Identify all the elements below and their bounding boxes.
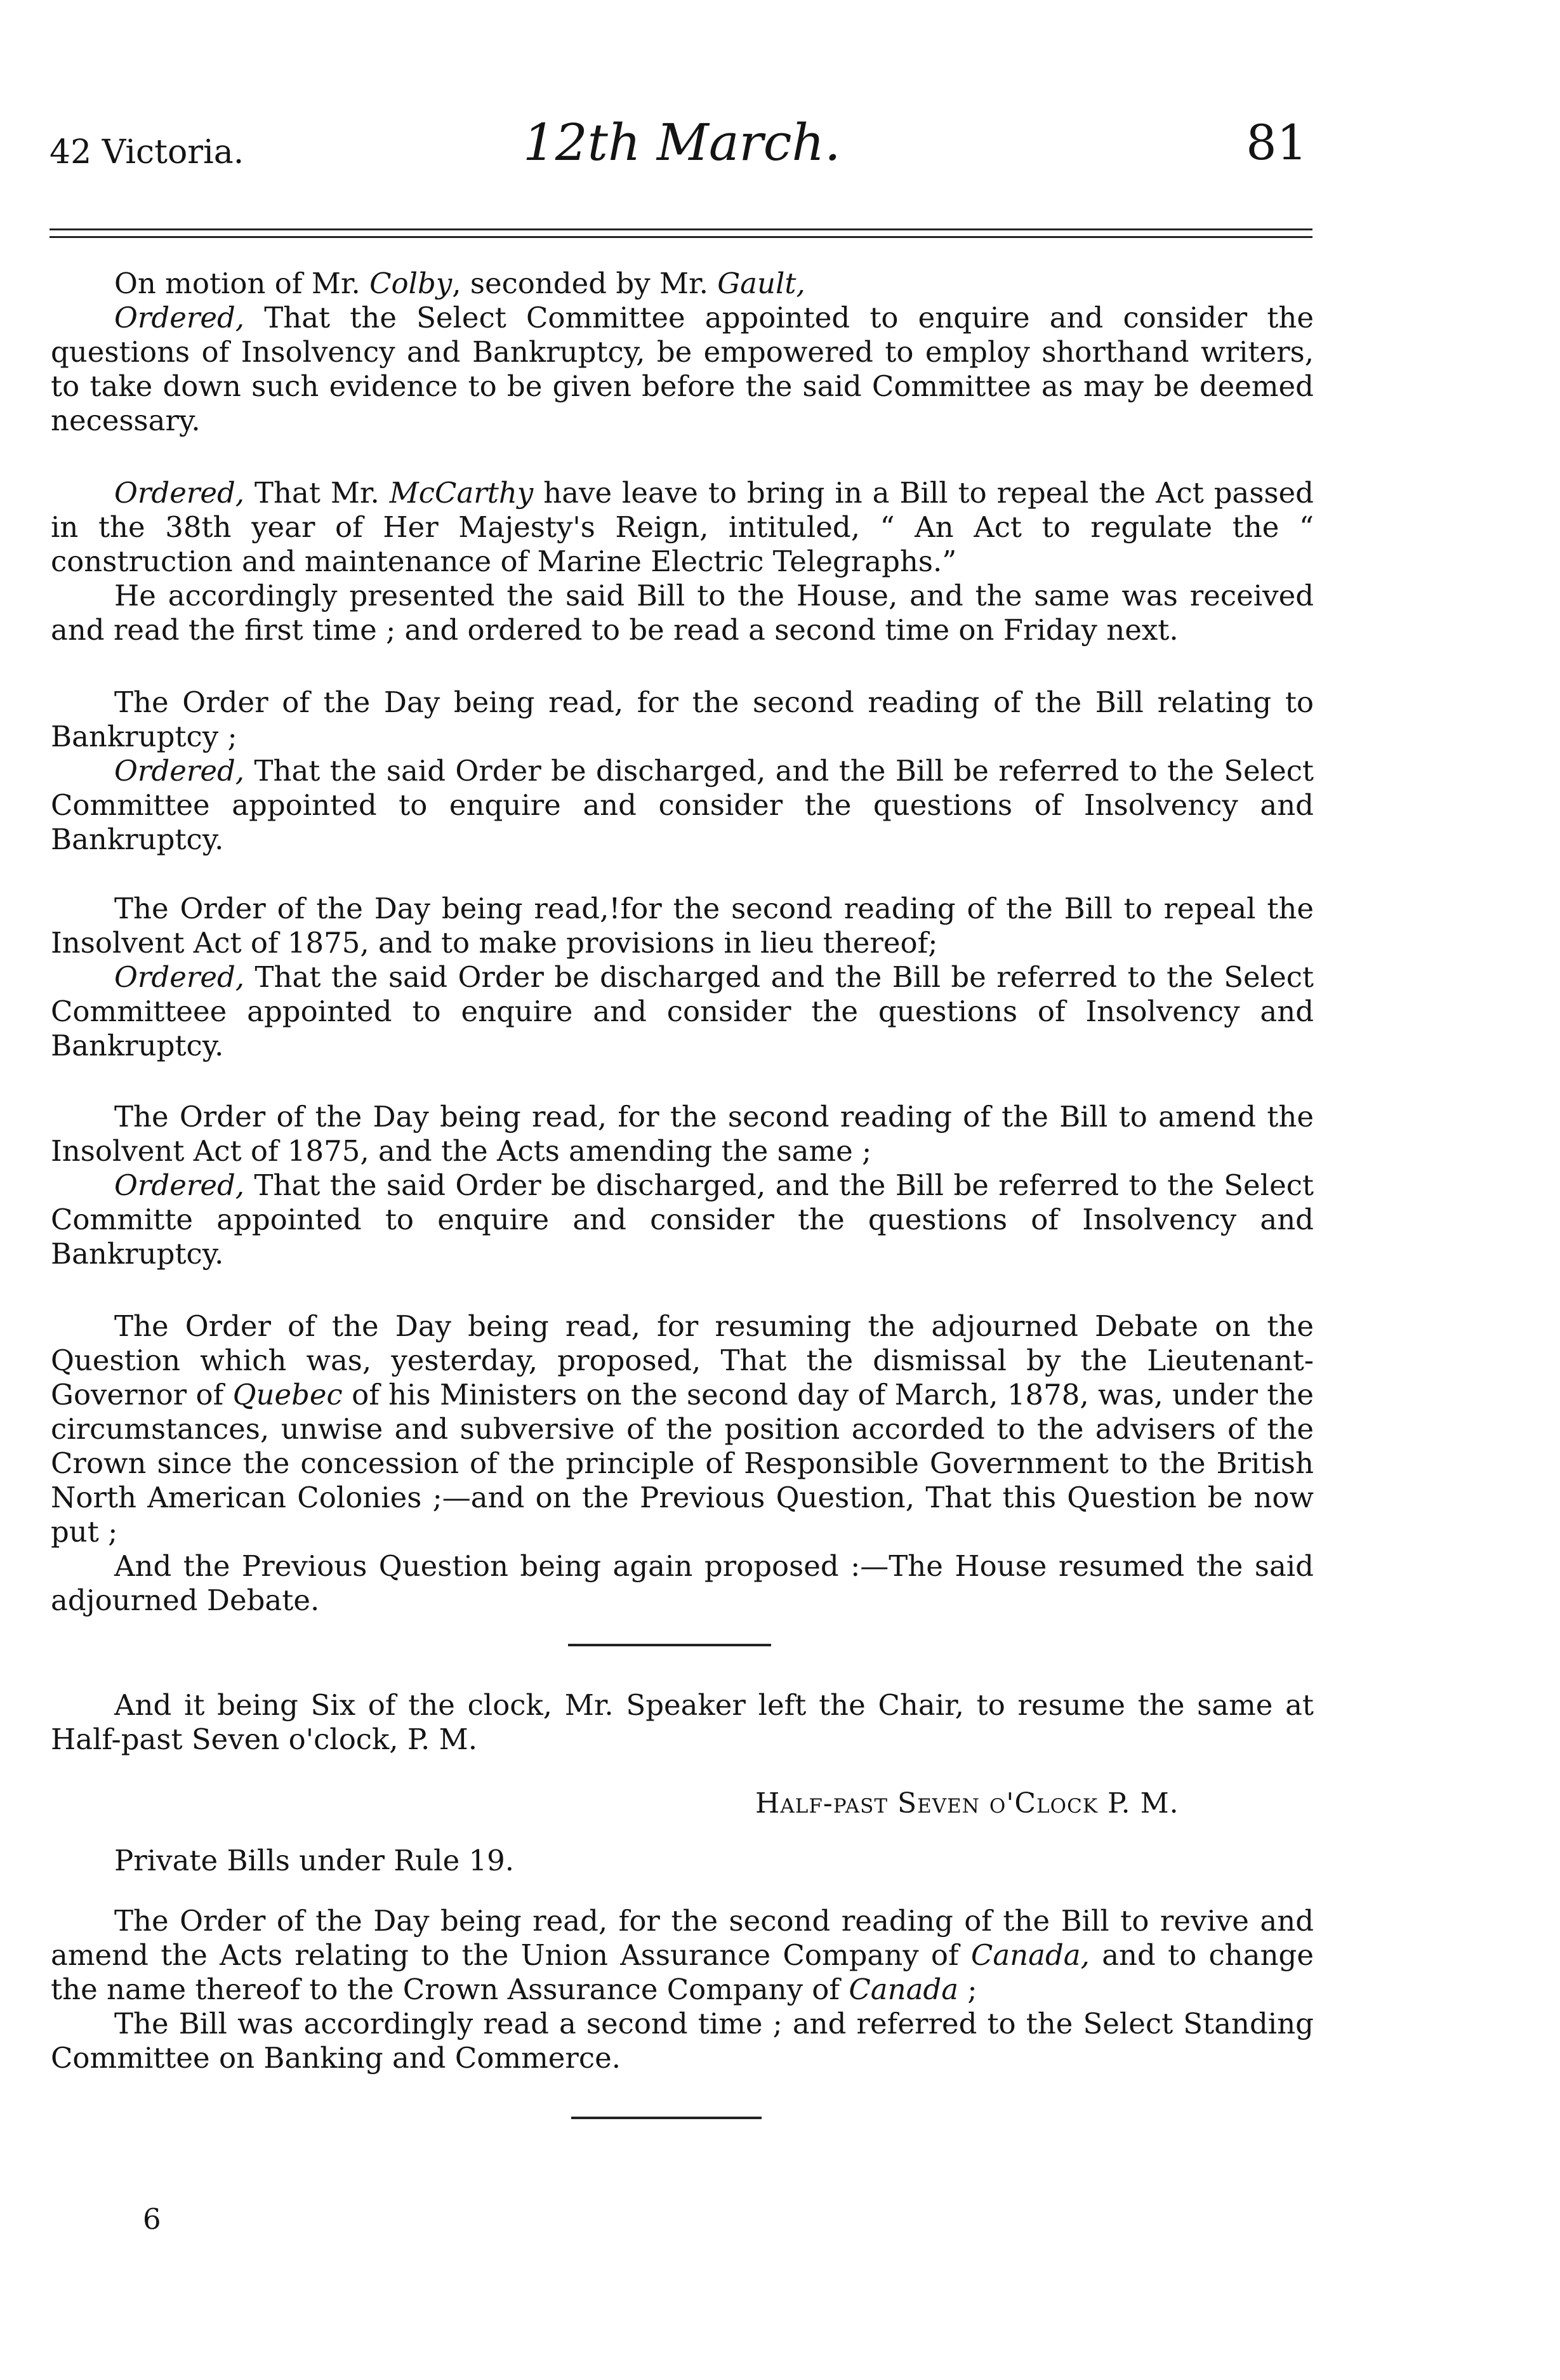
six-oclock-paragraph	[51, 1688, 1314, 1757]
insolvent-act-repeal-paragraph	[51, 892, 1314, 1063]
time-heading: Half-past Seven o'Clock P. M.	[755, 1787, 1179, 1820]
motion-line	[51, 267, 1314, 301]
union-assurance-paragraph	[51, 1904, 1314, 2075]
session-label: 42 Victoria.	[50, 133, 244, 171]
order-of-day: The Order of the Day being read, for the second reading of the Bill relating to Bankruptcy ;	[51, 685, 1314, 753]
member-colby: Colby	[369, 267, 453, 300]
country-canada: Canada,	[970, 1938, 1090, 1972]
order-of-day	[51, 1904, 1314, 2007]
province-quebec: Quebec	[232, 1378, 343, 1411]
order-text: That the said Order be discharged, and the Bill be referred to the Select Committe appointed to enquire and consider the questions of Insolvency and Bankruptcy.	[51, 1168, 1314, 1271]
bill-text-end: ;	[958, 1973, 977, 2006]
order-text: That the said Order be discharged, and the Bill be referred to the Select Committee appointed to enquire and consider the questions of Insolvency and Bankruptcy.	[51, 754, 1314, 856]
mccarthy-bill-paragraph	[51, 476, 1314, 647]
bill-text: The Order of the Day being read, for the second reading of the Bill to revive and amend the Acts relating to the Union Assurance Company of	[51, 1904, 1314, 1972]
section-separator	[568, 1644, 771, 1646]
ordered-label: Ordered,	[114, 1168, 245, 1202]
insolvent-act-amend-paragraph	[51, 1100, 1314, 1271]
order-of-day	[51, 1309, 1314, 1549]
bill-text-cont: and to change the name thereof to the Crown Assurance Company of	[51, 1938, 1314, 2006]
debate-text-cont: of his Ministers on the second day of March, 1878, was, under the circumstances, unwise and subversive of the position accorded to the advisers of the Crown since the concession of the principle of Responsible Government to the British North American Colonies ;—and on the Previous Question, That this Question be now put ;	[51, 1378, 1314, 1549]
motion-colby-paragraph	[51, 267, 1314, 438]
order-text-cont: have leave to bring in a Bill to repeal the Act passed in the 38th year of Her Majesty's Reign, intituled, “ An Act to regulate the “ construction and maintenance of Marine Electric Telegraphs.”	[51, 476, 1314, 578]
order-text: That the said Order be discharged and the Bill be referred to the Select Committeee appointed to enquire and consider the questions of Insolvency and Bankruptcy.	[51, 960, 1314, 1062]
order-paragraph	[51, 960, 1314, 1063]
order-text: That Mr.	[244, 476, 390, 510]
debate-text: The Order of the Day being read, for resuming the adjourned Debate on the Question which was, yesterday, proposed, That the dismissal by the Lieutenant-Governor of	[51, 1309, 1314, 1411]
member-mccarthy: McCarthy	[389, 476, 534, 510]
page-number: 81	[1246, 114, 1307, 171]
ordered-label: Ordered,	[114, 476, 245, 510]
bankruptcy-bill-paragraph	[51, 685, 1314, 857]
ordered-label: Ordered,	[114, 754, 245, 788]
country-canada: Canada	[849, 1973, 959, 2006]
closing-separator	[571, 2117, 762, 2119]
presented-paragraph: He accordingly presented the said Bill to the House, and the same was received and read the first time ; and ordered to be read a second time on Friday next.	[51, 579, 1314, 647]
order-paragraph	[51, 1168, 1314, 1271]
header-rule-bottom	[50, 236, 1312, 238]
member-gault: Gault,	[717, 267, 805, 300]
order-text: That the Select Committee appointed to enquire and consider the questions of Insolvency and Bankruptcy, be empowered to employ shorthand writers, to take down such evidence to be given before the said Committee as may be deemed necessary.	[51, 301, 1314, 437]
ordered-label: Ordered,	[114, 960, 245, 994]
order-of-day: The Order of the Day being read, for the second reading of the Bill to amend the Insolvent Act of 1875, and the Acts amending the same ;	[51, 1100, 1314, 1168]
header-rule-top	[50, 228, 1312, 230]
order-paragraph	[51, 301, 1314, 438]
page-date: 12th March.	[523, 113, 841, 172]
order-of-day: The Order of the Day being read,!for the second reading of the Bill to repeal the Insolvent Act of 1875, and to make provisions in lieu thereof;	[51, 892, 1314, 960]
adjournment-text: And it being Six of the clock, Mr. Speaker left the Chair, to resume the same at Half-past Seven o'clock, P. M.	[51, 1688, 1314, 1756]
signature-mark: 6	[143, 2202, 161, 2236]
ordered-label: Ordered,	[114, 301, 245, 334]
debate-resumed: And the Previous Question being again proposed :—The House resumed the said adjourned Debate.	[51, 1549, 1314, 1617]
seconded-text: , seconded by Mr.	[452, 267, 718, 300]
adjourned-debate-paragraph	[51, 1309, 1314, 1618]
order-paragraph	[51, 476, 1314, 579]
motion-text: On motion of Mr.	[114, 267, 370, 300]
private-bills-heading: Private Bills under Rule 19.	[114, 1844, 515, 1877]
bill-referred: The Bill was accordingly read a second time ; and referred to the Select Standing Committee on Banking and Commerce.	[51, 2007, 1314, 2075]
order-paragraph	[51, 754, 1314, 857]
